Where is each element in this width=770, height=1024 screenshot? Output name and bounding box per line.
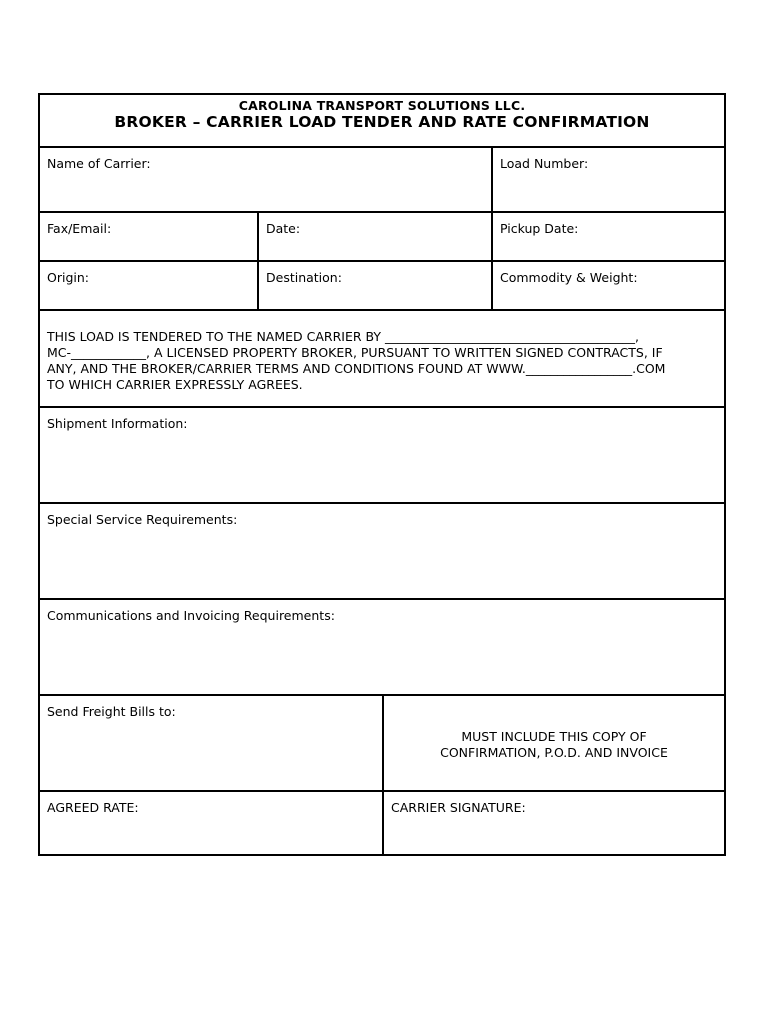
pickup-date-label: Pickup Date: [500, 221, 579, 236]
origin-field[interactable] [40, 262, 257, 309]
send-freight-bills-label: Send Freight Bills to: [47, 704, 176, 719]
notice-box [384, 696, 724, 790]
communications-label: Communications and Invoicing Requirements: [47, 608, 335, 623]
special-service-row [40, 504, 724, 600]
load-number-label: Load Number: [500, 156, 589, 171]
tender-statement-row [40, 311, 724, 408]
shipment-information-field[interactable] [40, 408, 724, 502]
fax-email-label: Fax/Email: [47, 221, 112, 236]
route-row [40, 262, 724, 311]
company-name: CAROLINA TRANSPORT SOLUTIONS LLC. [238, 98, 526, 113]
agreed-rate-label: AGREED RATE: [47, 800, 139, 815]
tender-line-2: MC-____________, A LICENSED PROPERTY BROKER, PURSUANT TO WRITTEN SIGNED CONTRACTS, IF [47, 345, 663, 360]
tender-line-4: TO WHICH CARRIER EXPRESSLY AGREES. [47, 377, 303, 392]
communications-field[interactable] [40, 600, 724, 694]
carrier-row [40, 148, 724, 213]
load-number-field[interactable] [493, 148, 724, 211]
shipment-information-label: Shipment Information: [47, 416, 188, 431]
date-label: Date: [266, 221, 301, 236]
communications-row [40, 600, 724, 696]
pickup-date-field[interactable] [493, 213, 724, 260]
special-service-field[interactable] [40, 504, 724, 598]
notice-line-2: CONFIRMATION, P.O.D. AND INVOICE [440, 745, 668, 760]
load-tender-form [38, 93, 726, 856]
send-freight-bills-field[interactable] [40, 696, 382, 790]
carrier-signature-field[interactable] [384, 792, 724, 854]
contact-row [40, 213, 724, 262]
commodity-weight-field[interactable] [493, 262, 724, 309]
agreed-rate-field[interactable] [40, 792, 382, 854]
origin-label: Origin: [47, 270, 89, 285]
tender-statement [40, 311, 724, 406]
form-header [40, 95, 724, 148]
destination-field[interactable] [259, 262, 491, 309]
fax-email-field[interactable] [40, 213, 257, 260]
invoice-notice [384, 729, 724, 761]
name-of-carrier-label: Name of Carrier: [47, 156, 151, 171]
destination-label: Destination: [266, 270, 342, 285]
freight-bills-row [40, 696, 724, 792]
commodity-weight-label: Commodity & Weight: [500, 270, 638, 285]
name-of-carrier-field[interactable] [40, 148, 491, 211]
date-field[interactable] [259, 213, 491, 260]
notice-line-1: MUST INCLUDE THIS COPY OF [461, 729, 647, 744]
signature-row [40, 792, 724, 854]
form-title: BROKER – CARRIER LOAD TENDER AND RATE CONFIRMATION [114, 113, 650, 131]
tender-line-3: ANY, AND THE BROKER/CARRIER TERMS AND CONDITIONS FOUND AT WWW._________________.COM [47, 361, 666, 376]
special-service-label: Special Service Requirements: [47, 512, 238, 527]
tender-line-1: THIS LOAD IS TENDERED TO THE NAMED CARRIER BY ________________________________________, [47, 329, 640, 344]
shipment-information-row [40, 408, 724, 504]
carrier-signature-label: CARRIER SIGNATURE: [391, 800, 526, 815]
